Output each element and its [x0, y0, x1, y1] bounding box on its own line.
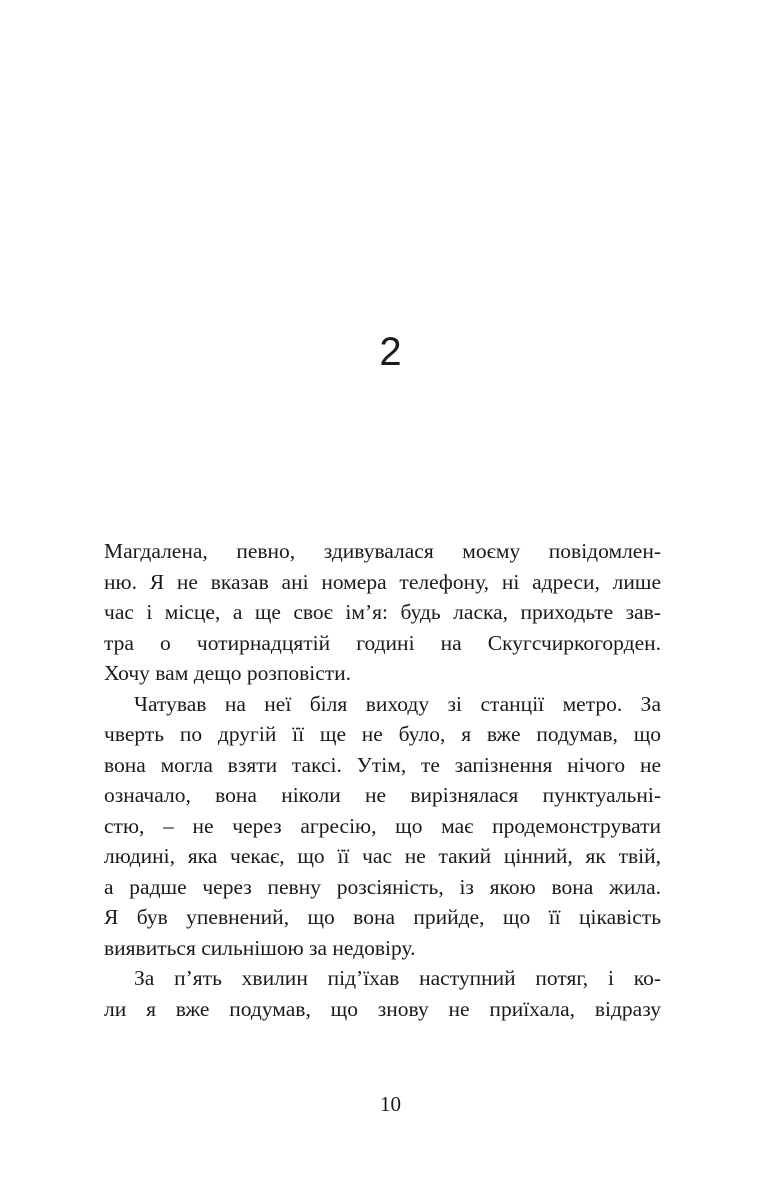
text-line: виявиться сильнішою за недовіру. [104, 935, 416, 960]
body-text [104, 536, 661, 1024]
text-line: тра о чотирнадцятій годині на Скугсчиркогорден. [104, 630, 661, 655]
text-line: стю, – не через агресію, що має продемонструвати [104, 813, 661, 838]
text-line: Магдалена, певно, здивувалася моєму повідомлен- [104, 539, 661, 563]
text-line-paragraph-start: За п’ять хвилин під’їхав наступний потяг, і ко- [134, 966, 661, 990]
text-line: людині, яка чекає, що її час не такий цінний, як твій, [104, 844, 661, 868]
chapter-number: 2 [379, 330, 402, 374]
text-line: час і місце, а ще своє ім’я: будь ласка, приходьте зав- [104, 600, 661, 624]
text-line: Я був упевнений, що вона прийде, що її цікавість [104, 905, 661, 929]
text-line: ню. Я не вказав ані номера телефону, ні адреси, лише [104, 569, 661, 594]
text-line: а радше через певну розсіяність, із якою вона жила. [104, 874, 661, 899]
page-number: 10 [380, 1092, 401, 1116]
text-line-paragraph-start: Чатував на неї біля виходу зі станції метро. За [134, 691, 661, 716]
text-line: чверть по другій її ще не було, я вже подумав, що [104, 722, 661, 746]
text-line: вона могла взяти таксі. Утім, те запізнення нічого не [104, 752, 661, 777]
text-line: означало, вона ніколи не вирізнялася пунктуальні- [104, 783, 661, 807]
text-line: ли я вже подумав, що знову не приїхала, відразу [104, 996, 661, 1021]
text-line: Хочу вам дещо розповісти. [104, 661, 352, 685]
